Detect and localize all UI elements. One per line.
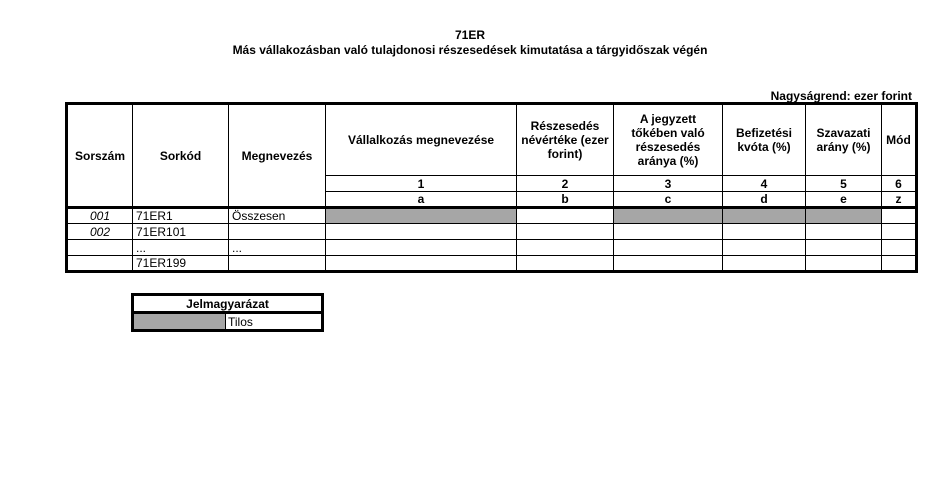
column-letter: a [326, 192, 517, 208]
table-row [67, 224, 917, 240]
input-cell[interactable] [806, 240, 882, 256]
column-number: 3 [614, 176, 723, 192]
unit-label: Nagyságrend: ezer forint [770, 89, 912, 103]
row-sorszam: 001 [67, 208, 133, 224]
header-col-6: Mód [882, 104, 917, 176]
forbidden-cell [326, 208, 517, 224]
input-cell[interactable] [614, 240, 723, 256]
table-row [67, 256, 917, 272]
column-letter: e [806, 192, 882, 208]
input-cell[interactable] [326, 240, 517, 256]
header-sorkod: Sorkód [133, 104, 229, 208]
header-col-3: A jegyzett tőkében való részesedés aránya (%) [614, 104, 723, 176]
forbidden-cell [806, 208, 882, 224]
row-megnevezes [229, 256, 326, 272]
input-cell[interactable] [723, 256, 806, 272]
header-megnevezes: Megnevezés [229, 104, 326, 208]
column-letter: c [614, 192, 723, 208]
form-code: 71ER [454, 28, 486, 42]
header-col-2: Részesedés névértéke (ezer forint) [517, 104, 614, 176]
table-row [67, 240, 917, 256]
row-sorszam [67, 256, 133, 272]
row-sorszam [67, 240, 133, 256]
input-cell[interactable] [882, 224, 917, 240]
forbidden-cell [723, 208, 806, 224]
input-cell[interactable] [326, 224, 517, 240]
legend-swatch [133, 313, 226, 331]
header-col-5: Szavazati arány (%) [806, 104, 882, 176]
input-cell[interactable] [723, 224, 806, 240]
header-col-4: Befizetési kvóta (%) [723, 104, 806, 176]
row-megnevezes [229, 224, 326, 240]
input-cell[interactable] [806, 224, 882, 240]
input-cell[interactable] [882, 240, 917, 256]
column-number: 1 [326, 176, 517, 192]
input-cell[interactable] [614, 256, 723, 272]
column-letter: z [882, 192, 917, 208]
legend-label: Tilos [226, 313, 323, 331]
header-col-1: Vállalkozás megnevezése [326, 104, 517, 176]
input-cell[interactable] [882, 208, 917, 224]
row-sorszam: 002 [67, 224, 133, 240]
input-cell[interactable] [723, 240, 806, 256]
row-megnevezes: Összesen [229, 208, 326, 224]
table-row [67, 208, 917, 224]
input-cell[interactable] [614, 224, 723, 240]
input-cell[interactable] [517, 256, 614, 272]
header-row [67, 104, 917, 176]
form-title: Más vállakozásban való tulajdonosi részesedések kimutatása a tárgyidőszak végén [232, 43, 708, 57]
input-cell[interactable] [517, 208, 614, 224]
row-sorkod: ... [133, 240, 229, 256]
input-cell[interactable] [882, 256, 917, 272]
row-sorkod: 71ER101 [133, 224, 229, 240]
input-cell[interactable] [806, 256, 882, 272]
input-cell[interactable] [517, 240, 614, 256]
header-sorszam: Sorszám [67, 104, 133, 208]
row-megnevezes: ... [229, 240, 326, 256]
column-number: 2 [517, 176, 614, 192]
row-sorkod: 71ER1 [133, 208, 229, 224]
legend-title: Jelmagyarázat [133, 295, 323, 313]
column-number: 6 [882, 176, 917, 192]
input-cell[interactable] [517, 224, 614, 240]
report-table [65, 102, 918, 273]
column-letter: d [723, 192, 806, 208]
row-sorkod: 71ER199 [133, 256, 229, 272]
column-number: 5 [806, 176, 882, 192]
column-number: 4 [723, 176, 806, 192]
column-letter: b [517, 192, 614, 208]
legend-table [131, 293, 324, 332]
input-cell[interactable] [326, 256, 517, 272]
forbidden-cell [614, 208, 723, 224]
